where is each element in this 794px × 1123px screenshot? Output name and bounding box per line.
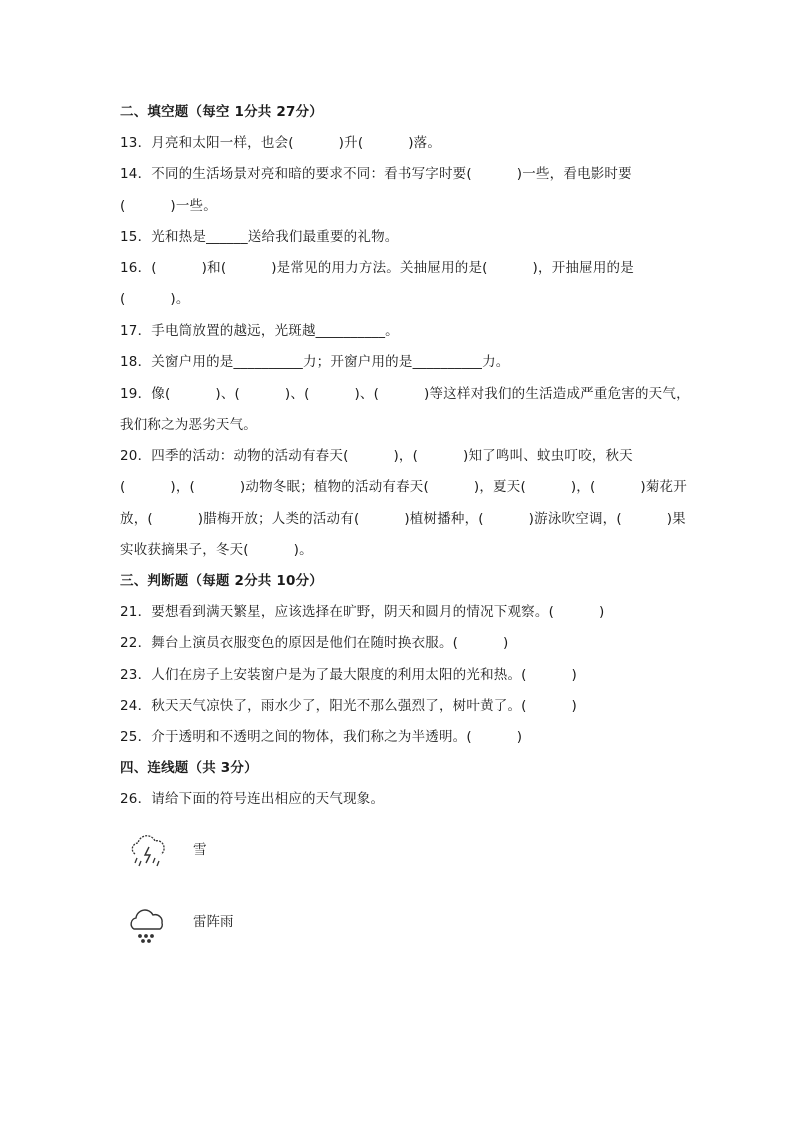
- q23-line: 23．人们在房子上安装窗户是为了最大限度的利用太阳的光和热。( ): [120, 667, 578, 683]
- snow-icon: [125, 905, 169, 945]
- section-4-heading: 四、连线题（共 3分）: [120, 760, 258, 776]
- section-2-heading: 二、填空题（每空 1分共 27分）: [120, 104, 323, 120]
- option-label-1: 雪: [193, 842, 207, 858]
- option-label-2: 雷阵雨: [193, 914, 234, 930]
- q25-line: 25．介于透明和不透明之间的物体，我们称之为半透明。( ): [120, 729, 523, 745]
- q24-line: 24．秋天天气凉快了，雨水少了，阳光不那么强烈了，树叶黄了。( ): [120, 698, 578, 714]
- q16-line-2: ( )。: [120, 291, 190, 307]
- q17-line: 17．手电筒放置的越远，光斑越__________。: [120, 323, 399, 339]
- thunderstorm-icon: [127, 832, 171, 872]
- q20-line-2: ( )，( )动物冬眠；植物的活动有春天( )，夏天( )，( )菊花开: [120, 479, 687, 495]
- q13-line: 13．月亮和太阳一样，也会( )升( )落。: [120, 135, 442, 151]
- q16-line-1: 16．( )和( )是常见的用力方法。关抽屉用的是( )，开抽屉用的是: [120, 260, 634, 276]
- q15-line: 15．光和热是______送给我们最重要的礼物。: [120, 229, 399, 245]
- q14-line-2: ( )一些。: [120, 198, 217, 214]
- section-3-heading: 三、判断题（每题 2分共 10分）: [120, 573, 323, 589]
- q19-line-2: 我们称之为恶劣天气。: [120, 417, 257, 433]
- q20-line-4: 实收获摘果子，冬天( )。: [120, 542, 313, 558]
- q20-line-1: 20．四季的活动：动物的活动有春天( )，( )知了鸣叫、蚊虫叮咬，秋天: [120, 448, 633, 464]
- q14-line-1: 14．不同的生活场景对亮和暗的要求不同：看书写字时要( )一些，看电影时要: [120, 166, 632, 182]
- q19-line-1: 19．像( )、( )、( )、( )等这样对我们的生活造成严重危害的天气，: [120, 386, 690, 402]
- q26-line: 26．请给下面的符号连出相应的天气现象。: [120, 791, 385, 807]
- q18-line: 18．关窗户用的是__________力；开窗户用的是__________力。: [120, 354, 510, 370]
- q21-line: 21．要想看到满天繁星，应该选择在旷野，阴天和圆月的情况下观察。( ): [120, 604, 605, 620]
- q20-line-3: 放，( )腊梅开放；人类的活动有( )植树播种，( )游泳吹空调，( )果: [120, 511, 686, 527]
- q22-line: 22．舞台上演员衣服变色的原因是他们在随时换衣服。( ): [120, 635, 509, 651]
